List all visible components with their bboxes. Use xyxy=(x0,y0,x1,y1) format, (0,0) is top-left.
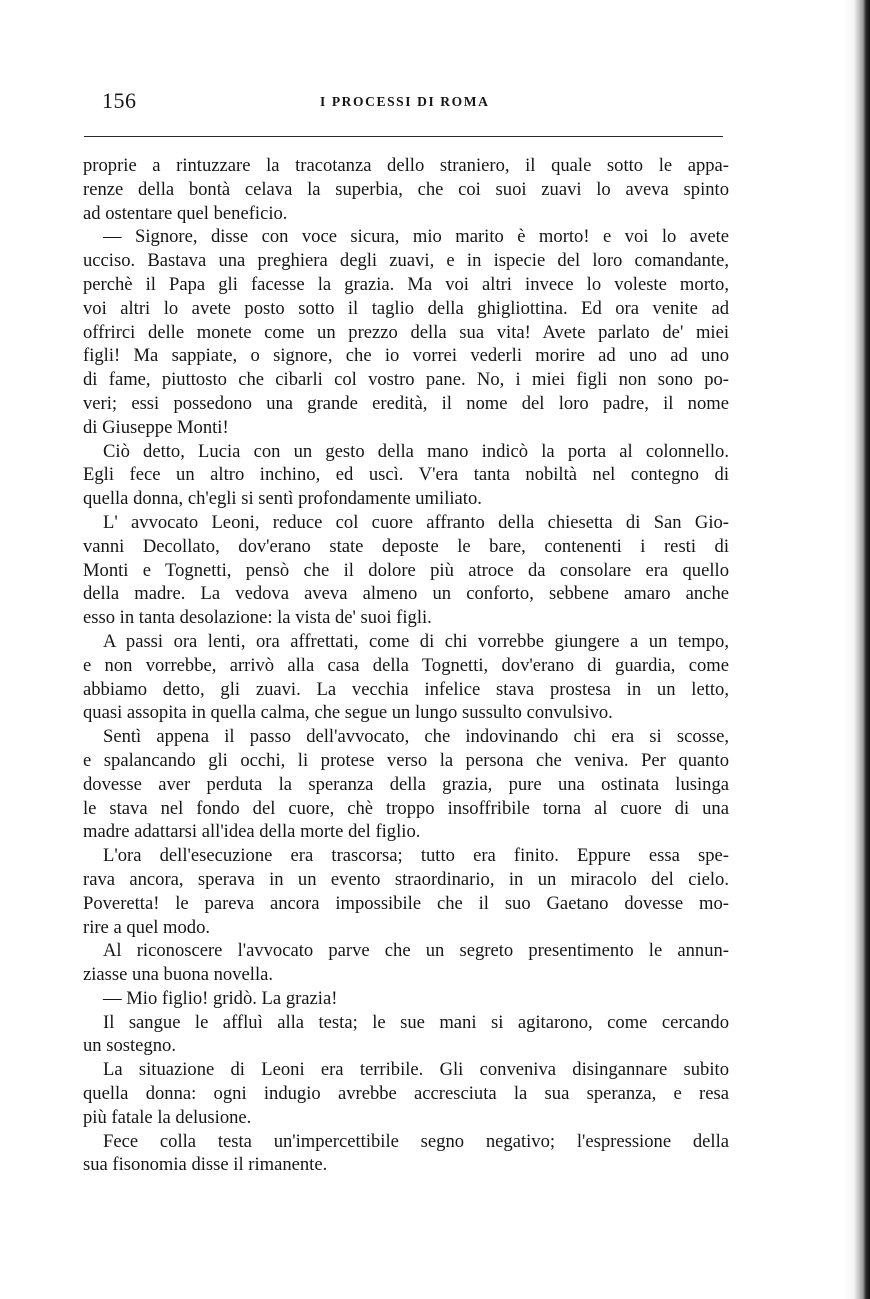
text-line: Fece colla testa un'impercettibile segno negativo; l'espressione della xyxy=(103,1130,729,1152)
text-line: Il sangue le affluì alla testa; le sue mani si agitarono, come cercando xyxy=(103,1011,729,1033)
text-line: abbiamo detto, gli zuavi. La vecchia infelice stava prostesa in un letto, xyxy=(83,678,729,700)
text-line: Egli fece un altro inchino, ed uscì. V'era tanta nobiltà nel contegno di xyxy=(83,464,729,486)
body-text xyxy=(83,154,729,1177)
text-line: rava ancora, sperava in un evento straordinario, in un miracolo del cielo. xyxy=(83,868,729,890)
text-line: quasi assopita in quella calma, che segue un lungo sussulto convulsivo. xyxy=(83,702,613,724)
text-line: ad ostentare quel beneficio. xyxy=(83,202,288,224)
text-line: L'ora dell'esecuzione era trascorsa; tutto era finito. Eppure essa spe- xyxy=(103,845,729,867)
text-line: della madre. La vedova aveva almeno un conforto, sebbene amaro anche xyxy=(83,583,729,605)
text-line: Monti e Tognetti, pensò che il dolore più atroce da consolare era quello xyxy=(83,559,729,581)
text-line: Al riconoscere l'avvocato parve che un segreto presentimento le annun- xyxy=(103,940,729,962)
text-line: più fatale la delusione. xyxy=(83,1106,252,1128)
running-title: I PROCESSI DI ROMA xyxy=(320,94,490,109)
text-line: renze della bontà celava la superbia, che coi suoi zuavi lo aveva spinto xyxy=(83,178,729,200)
text-line: esso in tanta desolazione: la vista de' suoi figli. xyxy=(83,607,432,629)
text-line: dovesse aver perduta la speranza della grazia, pure una ostinata lusinga xyxy=(83,773,729,795)
text-line: Ciò detto, Lucia con un gesto della mano indicò la porta al colonnello. xyxy=(103,440,729,462)
text-line: quella donna: ogni indugio avrebbe accresciuta la sua speranza, e resa xyxy=(83,1083,729,1105)
text-line: La situazione di Leoni era terribile. Gli conveniva disingannare subito xyxy=(103,1059,729,1081)
text-line: perchè il Papa gli facesse la grazia. Ma voi altri invece lo voleste morto, xyxy=(83,273,729,295)
page-header xyxy=(100,88,727,120)
text-line: ucciso. Bastava una preghiera degli zuavi, e in ispecie del loro comandante, xyxy=(83,250,729,272)
text-line: rire a quel modo. xyxy=(83,916,211,938)
text-line: vanni Decollato, dov'erano state deposte le bare, contenenti i resti di xyxy=(83,535,729,557)
text-line: e spalancando gli occhi, li protese verso la persona che veniva. Per quanto xyxy=(83,749,729,771)
text-line: A passi ora lenti, ora affrettati, come di chi vorrebbe giungere a un tempo, xyxy=(103,630,729,652)
text-line: un sostegno. xyxy=(83,1035,176,1057)
text-line: ziasse una buona novella. xyxy=(83,964,274,986)
text-line: sua fisonomia disse il rimanente. xyxy=(83,1154,328,1176)
text-line: — Mio figlio! gridò. La grazia! xyxy=(103,987,338,1009)
text-line: figli! Ma sappiate, o signore, che io vorrei vederli morire ad uno ad uno xyxy=(83,345,729,367)
text-line: di Giuseppe Monti! xyxy=(83,416,229,438)
text-line: quella donna, ch'egli si sentì profondamente umiliato. xyxy=(83,488,482,510)
text-line: — Signore, disse con voce sicura, mio marito è morto! e voi lo avete xyxy=(103,226,729,248)
text-line: offrirci delle monete come un prezzo della sua vita! Avete parlato de' miei xyxy=(83,321,729,343)
text-line: le stava nel fondo del cuore, chè troppo insoffribile torna al cuore di una xyxy=(83,797,729,819)
text-line: L' avvocato Leoni, reduce col cuore affranto della chiesetta di San Gio- xyxy=(103,511,729,533)
text-line: proprie a rintuzzare la tracotanza dello straniero, il quale sotto le appa- xyxy=(83,155,729,176)
text-line: di fame, piuttosto che cibarli col vostro pane. No, i miei figli non sono po- xyxy=(83,369,729,391)
text-line: veri; essi possedono una grande eredità, il nome del loro padre, il nome xyxy=(83,392,729,414)
text-line: voi altri lo avete posto sotto il taglio della ghigliottina. Ed ora venite ad xyxy=(83,297,729,319)
text-line: madre adattarsi all'idea della morte del figlio. xyxy=(83,821,421,843)
page-edge-shadow xyxy=(844,0,870,1299)
text-line: Poveretta! le pareva ancora impossibile che il suo Gaetano dovesse mo- xyxy=(83,892,729,914)
text-line: Sentì appena il passo dell'avvocato, che indovinando chi era si scosse, xyxy=(103,726,729,748)
header-rule xyxy=(84,136,723,137)
text-line: e non vorrebbe, arrivò alla casa della Tognetti, dov'erano di guardia, come xyxy=(83,654,729,676)
page-number: 156 xyxy=(102,88,137,113)
